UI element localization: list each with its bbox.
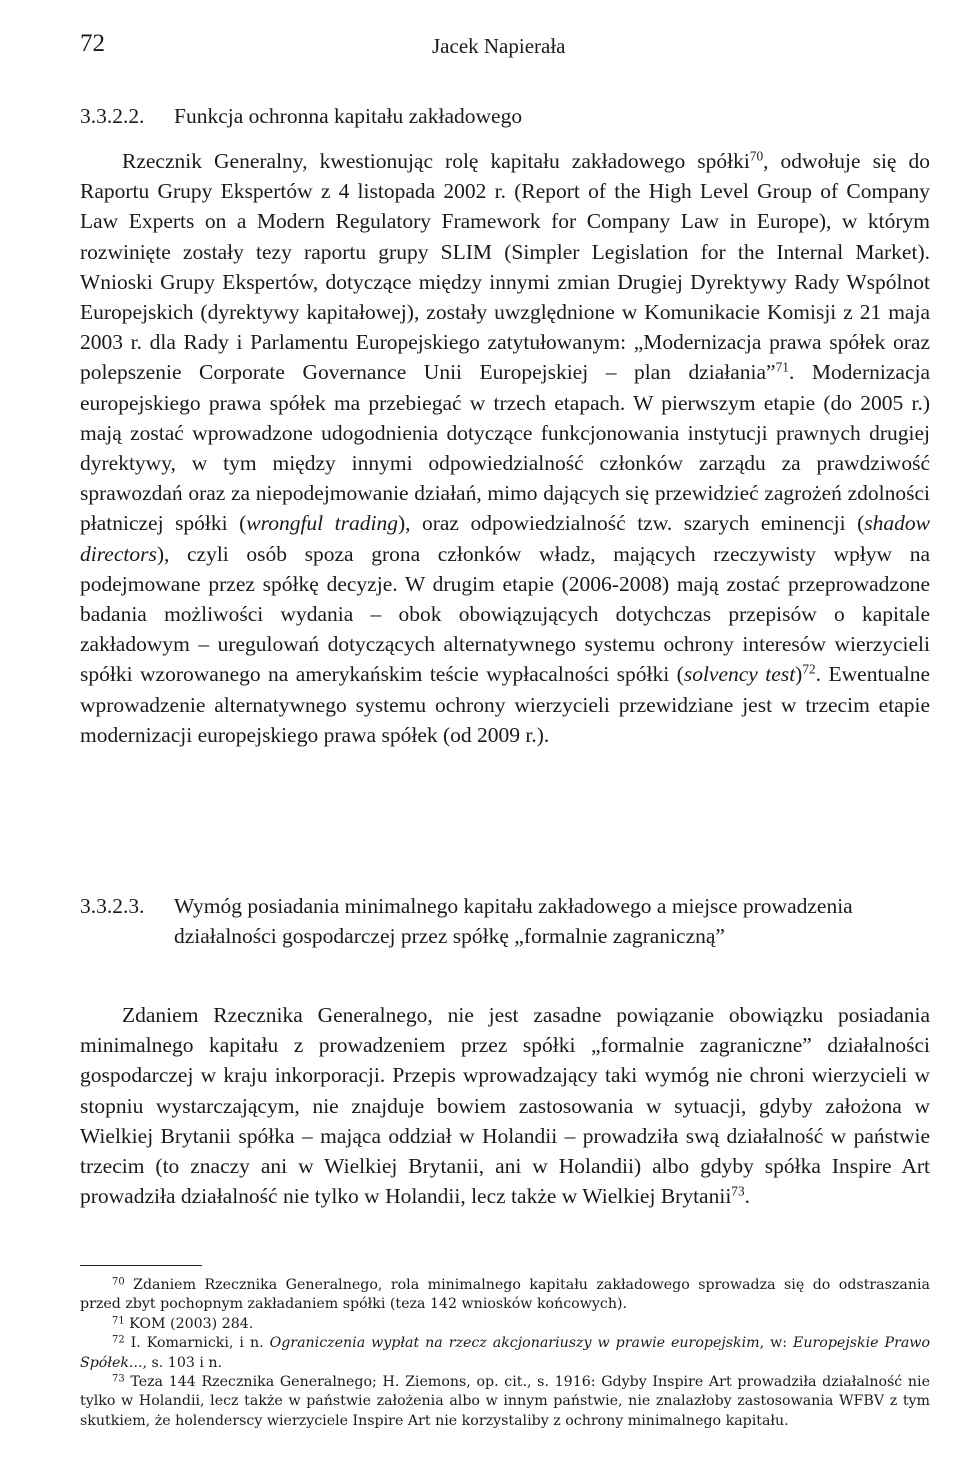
footnotes: [80, 1276, 930, 1431]
section-number: 3.3.2.2.: [80, 104, 145, 128]
body-paragraph: Rzecznik Generalny, kwestionując rolę kapitału zakładowego spółki$^{70}$, odwołuje się do Raportu Grupy Ekspertów z 4 listopada 2002 r. (Report of the High Level Group of Company Law Experts on a Modern Regulatory Framework for Company Law in Europe), w którym rozwinięte zostały tezy raportu grupy SLIM (Simpler Legislation for the Internal Market). Wnioski Grupy Ekspertów, dotyczące między innymi zmian Drugiej Dyrektywy Rady Wspólnot Europejskich (dyrektywy kapitałowej), zostały uwzględnione w Komunikacie Komisji z 21 maja 2003 r. dla Rady i Parlamentu Europejskiego zatytułowanym: „Modernizacja prawa spółek oraz polepszenie Corporate Governance Unii Europejskiej – plan działania”$^{71}$. Modernizacja europejskiego prawa spółek ma przebiegać w trzech etapach. W pierwszym etapie (do 2005 r.) mają zostać wprowadzone udogodnienia dotyczące funkcjonowania instytucji prawnych drugiej dyrektywy, w tym między innymi odpowiedzialność członków zarządu za prawdziwość sprawozdań oraz za niepodejmowanie działań, mimo dających się przewidzieć zagrożeń zdolności płatniczej spółki (wrongful trading), oraz odpowiedzialność tzw. szarych eminencji (shadow directors), czyli osób spoza grona członków władz, mających rzeczywisty wpływ na podejmowane przez spółkę decyzje. W drugim etapie (2006-2008) mają zostać przeprowadzone badania możliwości wydania – obok obowiązujących dotychczas przepisów o kapitale zakładowym – uregulowań dotyczących alternatywnego systemu ochrony interesów wierzycieli spółki wzorowanego na amerykańskim teście wypłacalności spółki (solvency test)$^{72}$. Ewentualne wprowadzenie alternatywnego systemu ochrony wierzycieli przewidziane jest w trzecim etapie modernizacji europejskiego prawa spółek (od 2009 r.).: [80, 148, 931, 747]
section-heading: [80, 891, 853, 948]
footnote: $^{73}$ Teza 144 Rzecznika Generalnego; H. Ziemons, op. cit., s. 1916: Gdyby Inspire Art prowadziła działalność nie tylko w Holandii, lecz także w państwie założenia albo w innym państwie, nie znalazłoby zastosowania WFBV z tym skutkiem, że holenderscy wierzyciele Inspire Art nie korzystaliby z ochrony minimalnego kapitału.: [80, 1373, 930, 1429]
italic-term: shadow directors: [80, 511, 931, 566]
body-paragraph: Zdaniem Rzecznika Generalnego, nie jest zasadne powiązanie obowiązku posiadania minimalnego kapitału z prowadzeniem przez spółki „formalnie zagraniczne” działalności gospodarczej w kraju inkorporacji. Przepis wprowadzający taki wymóg nie chroni wierzycieli w stopniu wystarczającym, nie znajduje bowiem zastosowania w sytuacji, gdyby założona w Wielkiej Brytanii spółka – mająca oddział w Holandii – prowadziła swą działalność w państwie trzecim (to znaczy ani w Wielkiej Brytanii, ani w Holandii) albo gdyby spółka Inspire Art prowadziła działalność nie tylko w Holandii, lecz także w Wielkiej Brytanii$^{73}$.: [80, 1003, 930, 1209]
footnote-ref: 70: [749, 148, 764, 164]
footnote-ref: 73: [731, 1183, 745, 1199]
page-number: 72: [80, 30, 105, 57]
section-number: 3.3.2.3.: [80, 894, 145, 918]
italic-term: solvency test: [683, 662, 796, 687]
section-title: Funkcja ochronna kapitału zakładowego: [174, 104, 523, 128]
footnote: $^{70}$ Zdaniem Rzecznika Generalnego, rola minimalnego kapitału zakładowego sprowadza się do odstraszania przed zbyt pochopnym zakładaniem spółki (teza 142 wniosków końcowych).: [80, 1276, 930, 1313]
footnote-ref: 72: [802, 662, 816, 678]
footnote-ref: 71: [775, 360, 789, 376]
footnote-separator: [80, 1265, 202, 1266]
section-title: Wymóg posiadania minimalnego kapitału zakładowego a miejsce prowadzenia działalności gospodarczej przez spółkę „formalnie zagraniczną”: [174, 894, 853, 948]
section-heading: [80, 101, 522, 131]
running-title: Jacek Napierała: [432, 34, 566, 58]
footnote: $^{72}$ I. Komarnicki, i n. Ograniczenia wypłat na rzecz akcjonariuszy w prawie europejskim, w: Europejskie Prawo Spółek..., s. 103 i n.: [80, 1334, 930, 1371]
running-head: [80, 30, 930, 62]
footnote: $^{71}$ KOM (2003) 284.: [112, 1315, 254, 1332]
italic-term: wrongful trading: [246, 511, 398, 536]
